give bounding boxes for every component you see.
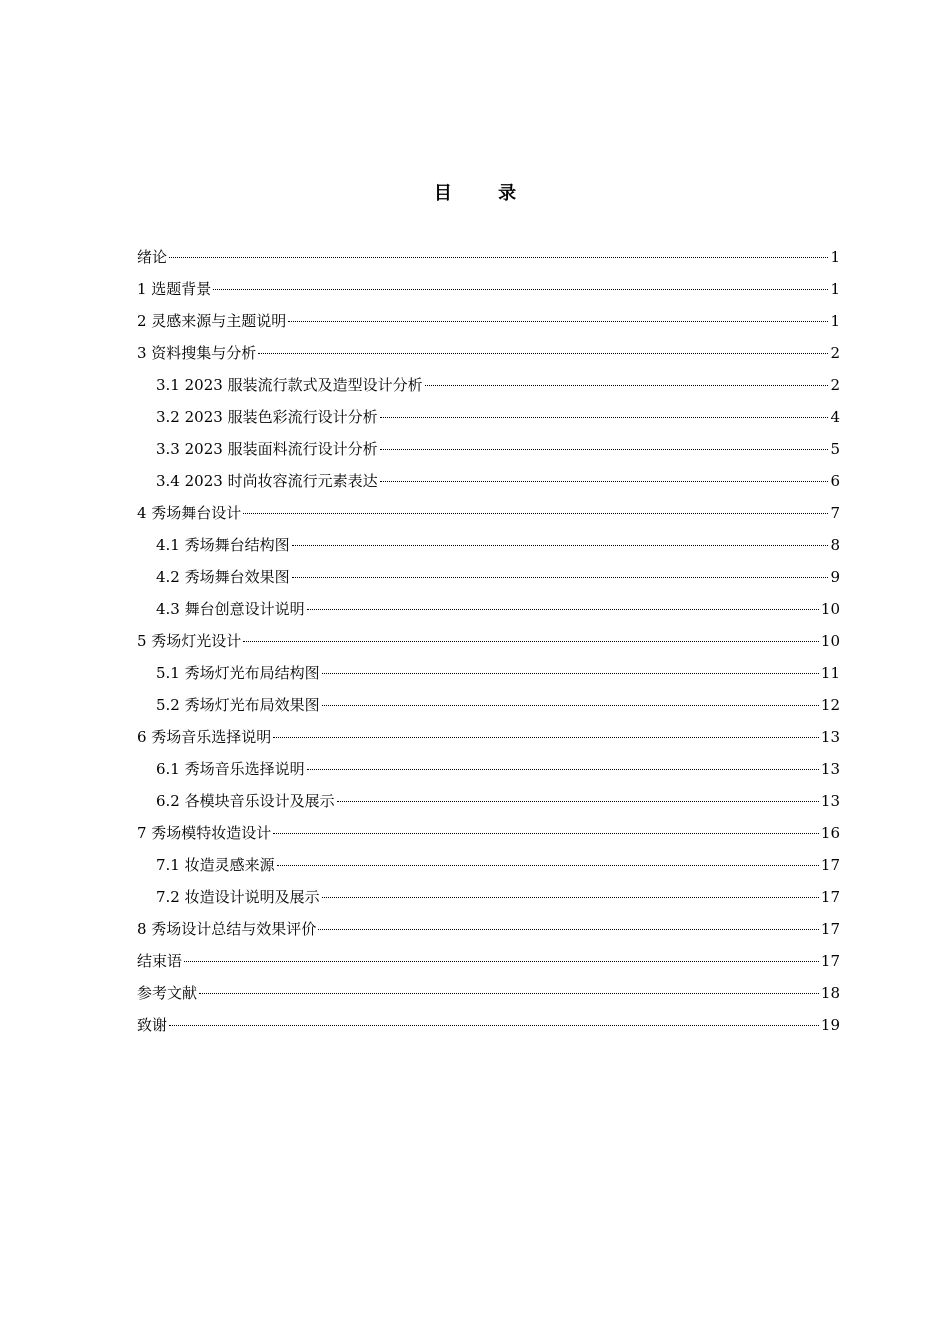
toc-entry-label: 1 选题背景 [137,280,212,298]
toc-entry-label: 4 秀场舞台设计 [137,504,242,522]
toc-entry[interactable] [137,883,840,915]
toc-entry-label: 3.4 2023 时尚妆容流行元素表达 [156,472,378,490]
toc-dot-leader [380,481,829,482]
toc-entry-page-number: 6 [830,472,840,490]
toc-entry-label: 5.2 秀场灯光布局效果图 [156,696,320,714]
toc-entry-page-number: 17 [820,920,840,938]
toc-entry[interactable] [137,467,840,499]
toc-entry-label: 5.1 秀场灯光布局结构图 [156,664,320,682]
toc-entry[interactable] [137,659,840,691]
toc-dot-leader [258,353,828,354]
toc-entry-page-number: 8 [830,536,840,554]
toc-entry[interactable] [137,979,840,1011]
toc-entry[interactable] [137,595,840,627]
toc-entry-label: 6.1 秀场音乐选择说明 [156,760,305,778]
toc-entry-label: 3 资料搜集与分析 [137,344,257,362]
toc-entry-label: 8 秀场设计总结与效果评价 [137,920,317,938]
toc-dot-leader [322,673,819,674]
toc-entry[interactable] [137,851,840,883]
toc-entry[interactable] [137,307,840,339]
toc-entry[interactable] [137,691,840,723]
toc-dot-leader [199,993,819,994]
toc-entry-page-number: 13 [820,728,840,746]
toc-entry[interactable] [137,787,840,819]
toc-entry[interactable] [137,627,840,659]
toc-entry[interactable] [137,499,840,531]
toc-entry[interactable] [137,819,840,851]
toc-entry-label: 3.2 2023 服装色彩流行设计分析 [156,408,378,426]
toc-entry-page-number: 1 [830,312,840,330]
toc-entry[interactable] [137,275,840,307]
toc-entry-page-number: 2 [830,376,840,394]
toc-dot-leader [380,417,829,418]
toc-entry-page-number: 5 [830,440,840,458]
toc-entry-page-number: 17 [820,856,840,874]
toc-dot-leader [292,577,829,578]
toc-entry-label: 3.3 2023 服装面料流行设计分析 [156,440,378,458]
toc-dot-leader [292,545,829,546]
toc-entry-page-number: 10 [820,600,840,618]
toc-entry-page-number: 16 [820,824,840,842]
toc-entry-label: 4.1 秀场舞台结构图 [156,536,290,554]
toc-dot-leader [243,641,819,642]
toc-entry-label: 5 秀场灯光设计 [137,632,242,650]
toc-entry[interactable] [137,755,840,787]
toc-entry[interactable] [137,1011,840,1043]
toc-entry[interactable] [137,403,840,435]
toc-dot-leader [307,609,819,610]
toc-dot-leader [307,769,819,770]
toc-dot-leader [243,513,828,514]
toc-entry-page-number: 13 [820,760,840,778]
toc-entry-page-number: 17 [820,952,840,970]
toc-entry[interactable] [137,947,840,979]
toc-dot-leader [380,449,829,450]
toc-title: 目 录 [433,183,537,204]
toc-dot-leader [425,385,829,386]
toc-entry-page-number: 1 [830,248,840,266]
toc-dot-leader [184,961,819,962]
toc-entry-page-number: 18 [820,984,840,1002]
toc-dot-leader [337,801,819,802]
toc-entry-page-number: 13 [820,792,840,810]
toc-entry[interactable] [137,531,840,563]
toc-entry-page-number: 1 [830,280,840,298]
toc-entry-page-number: 2 [830,344,840,362]
toc-entry-label: 2 灵感来源与主题说明 [137,312,287,330]
toc-dot-leader [318,929,819,930]
toc-dot-leader [322,705,819,706]
toc-dot-leader [273,833,819,834]
toc-entry-label: 参考文献 [137,984,198,1002]
toc-entry-page-number: 17 [820,888,840,906]
toc-entry-label: 4.2 秀场舞台效果图 [156,568,290,586]
toc-list [137,243,840,1043]
toc-entry-label: 4.3 舞台创意设计说明 [156,600,305,618]
toc-entry[interactable] [137,435,840,467]
toc-entry-label: 7 秀场模特妆造设计 [137,824,272,842]
toc-entry-page-number: 10 [820,632,840,650]
toc-entry[interactable] [137,563,840,595]
toc-entry[interactable] [137,371,840,403]
toc-entry-label: 6.2 各模块音乐设计及展示 [156,792,335,810]
toc-entry-page-number: 4 [830,408,840,426]
toc-entry-label: 7.2 妆造设计说明及展示 [156,888,320,906]
toc-entry-page-number: 7 [830,504,840,522]
toc-entry-page-number: 9 [830,568,840,586]
toc-entry-page-number: 11 [820,664,840,682]
toc-entry[interactable] [137,339,840,371]
toc-entry-label: 绪论 [137,248,168,266]
toc-dot-leader [277,865,819,866]
toc-entry[interactable] [137,243,840,275]
toc-entry-label: 3.1 2023 服装流行款式及造型设计分析 [156,376,423,394]
toc-dot-leader [169,257,828,258]
toc-dot-leader [288,321,828,322]
toc-entry-label: 7.1 妆造灵感来源 [156,856,275,874]
toc-entry-label: 6 秀场音乐选择说明 [137,728,272,746]
toc-entry[interactable] [137,723,840,755]
toc-entry-page-number: 12 [820,696,840,714]
toc-dot-leader [169,1025,819,1026]
toc-dot-leader [213,289,828,290]
toc-dot-leader [273,737,819,738]
toc-entry[interactable] [137,915,840,947]
toc-dot-leader [322,897,819,898]
toc-entry-page-number: 19 [820,1016,840,1034]
toc-entry-label: 结束语 [137,952,183,970]
toc-entry-label: 致谢 [137,1016,168,1034]
